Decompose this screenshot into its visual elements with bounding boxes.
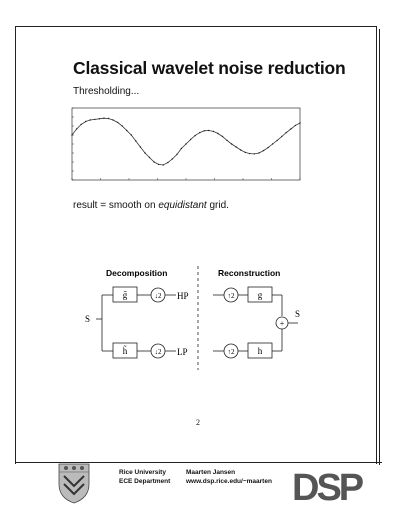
data-point [108, 118, 109, 119]
data-point [231, 143, 232, 144]
series-line [72, 118, 300, 165]
data-point [217, 133, 218, 134]
data-point [290, 128, 291, 129]
data-point [85, 121, 86, 122]
data-point [208, 130, 209, 131]
result-text [73, 200, 229, 211]
frame-right [376, 26, 377, 464]
frame-right-shadow [379, 29, 380, 465]
data-point [117, 122, 118, 123]
dsp-logo [290, 464, 376, 504]
data-point [99, 118, 100, 119]
data-point [226, 140, 227, 141]
data-point [199, 132, 200, 133]
data-point [126, 130, 127, 131]
data-point [167, 162, 168, 163]
data-point [295, 125, 296, 126]
data-point [144, 152, 145, 153]
slide-subtitle: Thresholding... [73, 86, 140, 97]
data-point [213, 131, 214, 132]
data-point [281, 136, 282, 137]
footer-url[interactable]: www.dsp.rice.edu/~maarten [186, 477, 272, 485]
data-point [176, 154, 177, 155]
data-point [181, 148, 182, 149]
upsample-lp-label: ↑2 [227, 348, 235, 356]
plot-series [71, 118, 300, 166]
downsample-hp-label: ↓2 [154, 292, 162, 300]
filter-g-tilde: g̃ [122, 290, 128, 300]
data-point [153, 161, 154, 162]
footer-author-name: Maarten Jansen [186, 469, 236, 476]
data-point [222, 136, 223, 137]
data-point [254, 153, 255, 154]
filter-g: g [257, 290, 263, 300]
data-point [122, 125, 123, 126]
data-point [76, 128, 77, 129]
data-point [299, 122, 300, 123]
data-point [190, 139, 191, 140]
data-point [172, 158, 173, 159]
footer-author [186, 469, 272, 486]
data-point [249, 153, 250, 154]
heading-reconstruction: Reconstruction [218, 268, 281, 278]
sum-label: + [279, 319, 285, 328]
data-point [236, 146, 237, 147]
filter-h: h [257, 346, 263, 356]
rice-crest-logo [56, 462, 92, 504]
data-point [135, 140, 136, 141]
footer-university: Rice University [119, 469, 166, 476]
frame-left [15, 26, 16, 464]
hp-label: HP [177, 291, 189, 301]
data-point [258, 152, 259, 153]
data-point [94, 119, 95, 120]
data-point [90, 119, 91, 120]
slide-title: Classical wavelet noise reduction [73, 58, 346, 78]
data-point [185, 143, 186, 144]
data-point [272, 143, 273, 144]
input-label: S [85, 314, 91, 324]
filterbank-diagram [80, 262, 320, 372]
data-point [240, 149, 241, 150]
upsample-hp-label: ↑2 [227, 292, 235, 300]
data-point [149, 157, 150, 158]
data-point [140, 146, 141, 147]
footer-institution [119, 469, 170, 486]
data-point [277, 140, 278, 141]
dsp-logo-text: DSP [292, 467, 362, 504]
noise-plot [64, 106, 304, 188]
data-point [245, 152, 246, 153]
data-point [194, 135, 195, 136]
heading-decomposition: Decomposition [106, 268, 168, 278]
result-prefix: result = smooth on [73, 200, 159, 211]
result-emphasis: equidistant [158, 200, 207, 211]
data-point [131, 134, 132, 135]
data-point [71, 134, 72, 135]
output-label: S [295, 309, 301, 319]
data-point [80, 124, 81, 125]
data-point [163, 164, 164, 165]
data-point [263, 150, 264, 151]
data-point [112, 119, 113, 120]
data-point [286, 132, 287, 133]
frame-top [15, 26, 376, 27]
data-point [204, 130, 205, 131]
filter-h-tilde: h̃ [122, 346, 128, 356]
downsample-lp-label: ↓2 [154, 348, 162, 356]
data-point [103, 118, 104, 119]
data-point [158, 164, 159, 165]
lp-label: LP [177, 347, 188, 357]
result-suffix: grid. [206, 200, 229, 211]
page-number: 2 [196, 418, 200, 427]
footer-department: ECE Department [119, 477, 171, 485]
data-point [267, 147, 268, 148]
